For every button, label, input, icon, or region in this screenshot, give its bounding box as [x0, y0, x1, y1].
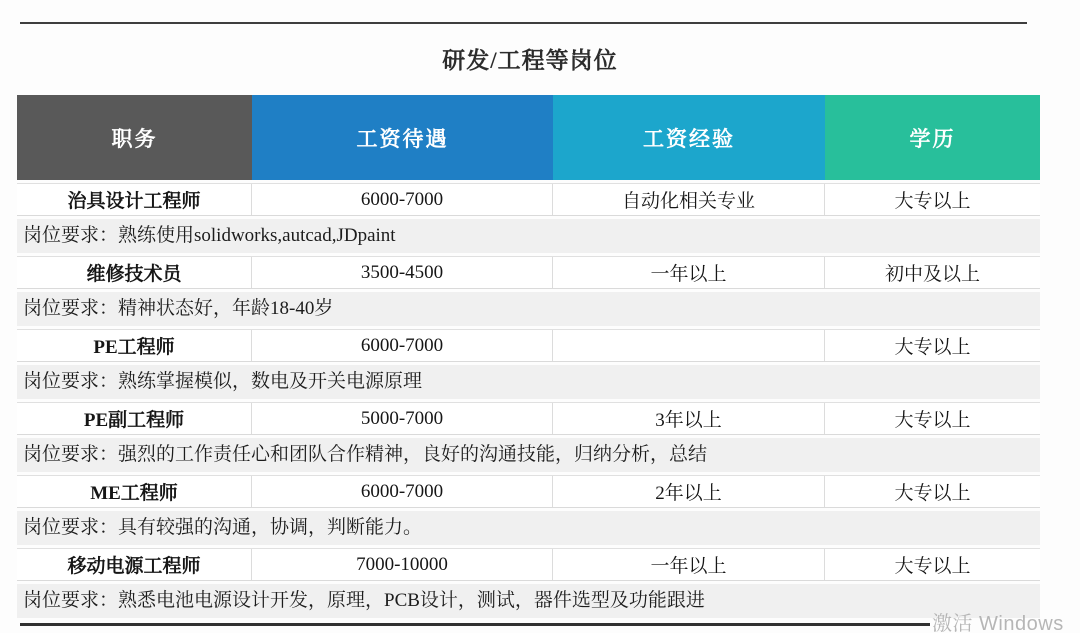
cell-education: 大专以上 [894, 483, 971, 504]
table-row [17, 329, 1040, 362]
cell-position: 移动电源工程师 [17, 549, 252, 580]
table-row [17, 183, 1040, 216]
cell-education: 大专以上 [894, 337, 971, 358]
requirement-row: 岗位要求：熟练使用solidworks,autcad,JDpaint [17, 219, 1040, 253]
table-header-row [17, 95, 1040, 180]
cell-education: 初中及以上 [884, 264, 980, 285]
column-header-education: 学历 [825, 95, 1040, 180]
jobs-table [17, 95, 1040, 626]
cell-position: PE工程师 [17, 330, 252, 361]
cell-salary: 7000-10000 [252, 549, 553, 580]
table-row [17, 548, 1040, 581]
column-header-salary: 工资待遇 [252, 95, 553, 180]
cell-education: 大专以上 [894, 191, 971, 212]
cell-salary: 3500-4500 [252, 257, 553, 288]
top-divider [20, 22, 1027, 24]
table-row [17, 475, 1040, 508]
cell-experience: 2年以上 [553, 476, 825, 507]
cell-salary: 6000-7000 [252, 330, 553, 361]
cell-experience [553, 330, 825, 361]
cell-experience: 一年以上 [553, 257, 825, 288]
page-title: 研发/工程等岗位 [442, 48, 618, 73]
cell-experience: 一年以上 [553, 549, 825, 580]
cell-education: 大专以上 [894, 410, 971, 431]
cell-experience: 自动化相关专业 [553, 184, 825, 215]
cell-position: PE副工程师 [17, 403, 252, 434]
column-header-position: 职务 [17, 95, 252, 180]
table-row [17, 256, 1040, 289]
table-row [17, 402, 1040, 435]
requirement-row: 岗位要求：精神状态好，年龄18-40岁 [17, 292, 1040, 326]
column-header-experience: 工资经验 [553, 95, 825, 180]
requirement-row: 岗位要求：强烈的工作责任心和团队合作精神，良好的沟通技能，归纳分析，总结 [17, 438, 1040, 472]
requirement-row: 岗位要求：熟练掌握模似，数电及开关电源原理 [17, 365, 1040, 399]
cell-experience: 3年以上 [553, 403, 825, 434]
cell-salary: 6000-7000 [252, 476, 553, 507]
requirement-row: 岗位要求：具有较强的沟通，协调，判断能力。 [17, 511, 1040, 545]
requirement-row: 岗位要求：熟悉电池电源设计开发，原理，PCB设计，测试，器件选型及功能跟进 [17, 584, 1040, 618]
cell-position: ME工程师 [17, 476, 252, 507]
cell-position: 治具设计工程师 [17, 184, 252, 215]
cell-education: 大专以上 [894, 556, 971, 577]
windows-activation-watermark: 激活 Windows [932, 613, 1064, 633]
cell-position: 维修技术员 [17, 257, 252, 288]
bottom-divider [20, 623, 930, 626]
cell-salary: 6000-7000 [252, 184, 553, 215]
cell-salary: 5000-7000 [252, 403, 553, 434]
